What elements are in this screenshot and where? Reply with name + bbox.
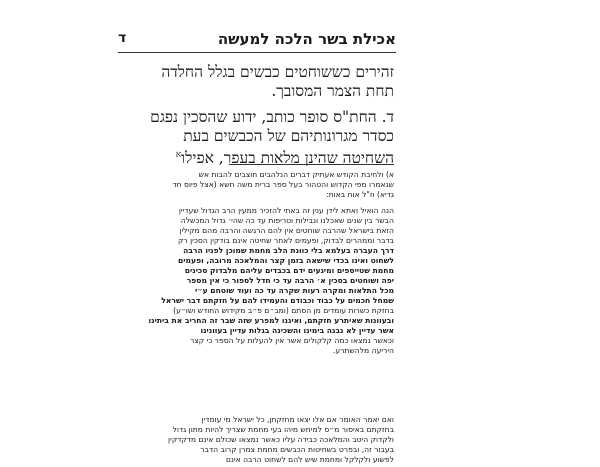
- footnote-line: לשחוט ואינו בכדי שישאה בזמן קצר והמלאכה מרובה, ופעמים: [178, 256, 394, 265]
- main-line: תחת הצמר המסובך.: [271, 82, 394, 100]
- footnote-line: לפשוע ולקלקל ומחמת שיש להם לשחוט הרבה אינם: [225, 455, 394, 464]
- main-paragraph-1: [114, 63, 394, 101]
- footnote-line: גדיא) וז"ל אות באות:: [326, 190, 394, 199]
- page-number: ד: [118, 30, 127, 46]
- running-header: [118, 30, 396, 53]
- footnote-line: מכל התלאות ומקרה רעות שקרה עד כה ועוד שוטחם ע״י: [194, 286, 394, 295]
- footnote-line: מחמת שטייספים ומיגעים ידם בכבדים עליהם מלבדוק סכינים: [184, 266, 394, 275]
- footnote-line: בעבור זה, ובפרט בשחיטות הכבשים מחמת צמרן קרוב הדבר: [200, 445, 394, 454]
- main-line: ד. החת"ס סופר כותב, ידוע שהסכין נפגם: [150, 108, 394, 126]
- main-line: [114, 146, 394, 168]
- footnote-line: שנאמרו מפי הקדוש והטהור בעל ספר ברית משה חשא (אצל פיוס חד: [172, 180, 394, 189]
- footnote-line: ולקדוק היטב והמלאכה כבידה עליו כאשר נמצאו שכולם אינם מדקדקין: [168, 435, 394, 444]
- footnote-intro: [114, 170, 394, 200]
- footnote-line: בחזקת כשרות עומדים מן הסתם (ומב״ם פ״ב מקידוש החודש ושו״ע): [173, 306, 394, 315]
- footnote-line: א) ולחיבת הקודש אעתיק דברים הנלהבים חוצבים להבות אש: [198, 170, 394, 179]
- footnote-continuation: [114, 415, 394, 465]
- main-line-text: השחיטה שהינן מלאות בעפר, אפילו: [181, 149, 394, 168]
- footnote-line: בדבר וממהרים לבדוק, ופעמים לאחר שחיטה אינם בודקין הסכין רק: [177, 236, 394, 245]
- footnote-marker: א: [175, 150, 182, 160]
- footnote-line: ובעוונות שאיתרע חזקתם, ואיננו למפרע שזה שבר זה החריב את ביתינו: [148, 316, 394, 325]
- footnote-line: וכאשר נמצאו כמה קלקולים אשר אין להעלות על הספר כי קצר: [189, 336, 394, 345]
- footnote-line: ואם יאמר האומר אם אלו יצאו מחזקתן, כל ישראל מי עומדין: [201, 415, 394, 424]
- footnote-line: אשר עדיין לא נבנה בימינו והשכינה בגלות עדיין בעוונינו: [200, 326, 394, 335]
- main-line: כסדר מגרונותיהם של הכבשים בעת: [183, 127, 394, 145]
- footnote-line: הזאת בישראל שהרבה שוחטים אין להם הרגשה והרבה מהם מקילין: [179, 226, 394, 235]
- footnote-line: יפה ושוחטים בסכין א׳ הרבה עד כי חדל לספור כי אין מספר: [186, 276, 394, 285]
- footnote-line: היריעה מלהשתרע.: [332, 346, 394, 355]
- footnote-line: בחזקתם באיסור מ״ס למיחש מיהו בעי מחמת שצריך להיות מתון גדול: [172, 425, 394, 434]
- running-header-title: אכילת בשר הלכה למעשה: [217, 30, 396, 48]
- footnote-line: הבשר בין שנים שאכלנו ונבילות וטריפות עד כה שהי׳ גדול המכשלה: [180, 216, 394, 225]
- footnote-line: דרך העברה בעלמא בלי כוונת הלב מחמת שמוכן לפניו הרבה: [183, 246, 394, 255]
- main-paragraph-2: [114, 108, 394, 168]
- footnote-line: שמחל חכמים על כבוד וכבודם והעמידו להם על חזקתם דבר ישראל: [161, 296, 394, 305]
- footnote-line: הנה הואיל ואתא לידן ענין זה באתי להזכיר ממעין הרב הגדול שעדיין: [178, 206, 394, 215]
- footnote-quote: [114, 206, 394, 356]
- footnote-separator: [229, 164, 394, 165]
- main-line: זהירים כששוחטים כבשים בגלל החלדה: [161, 63, 394, 81]
